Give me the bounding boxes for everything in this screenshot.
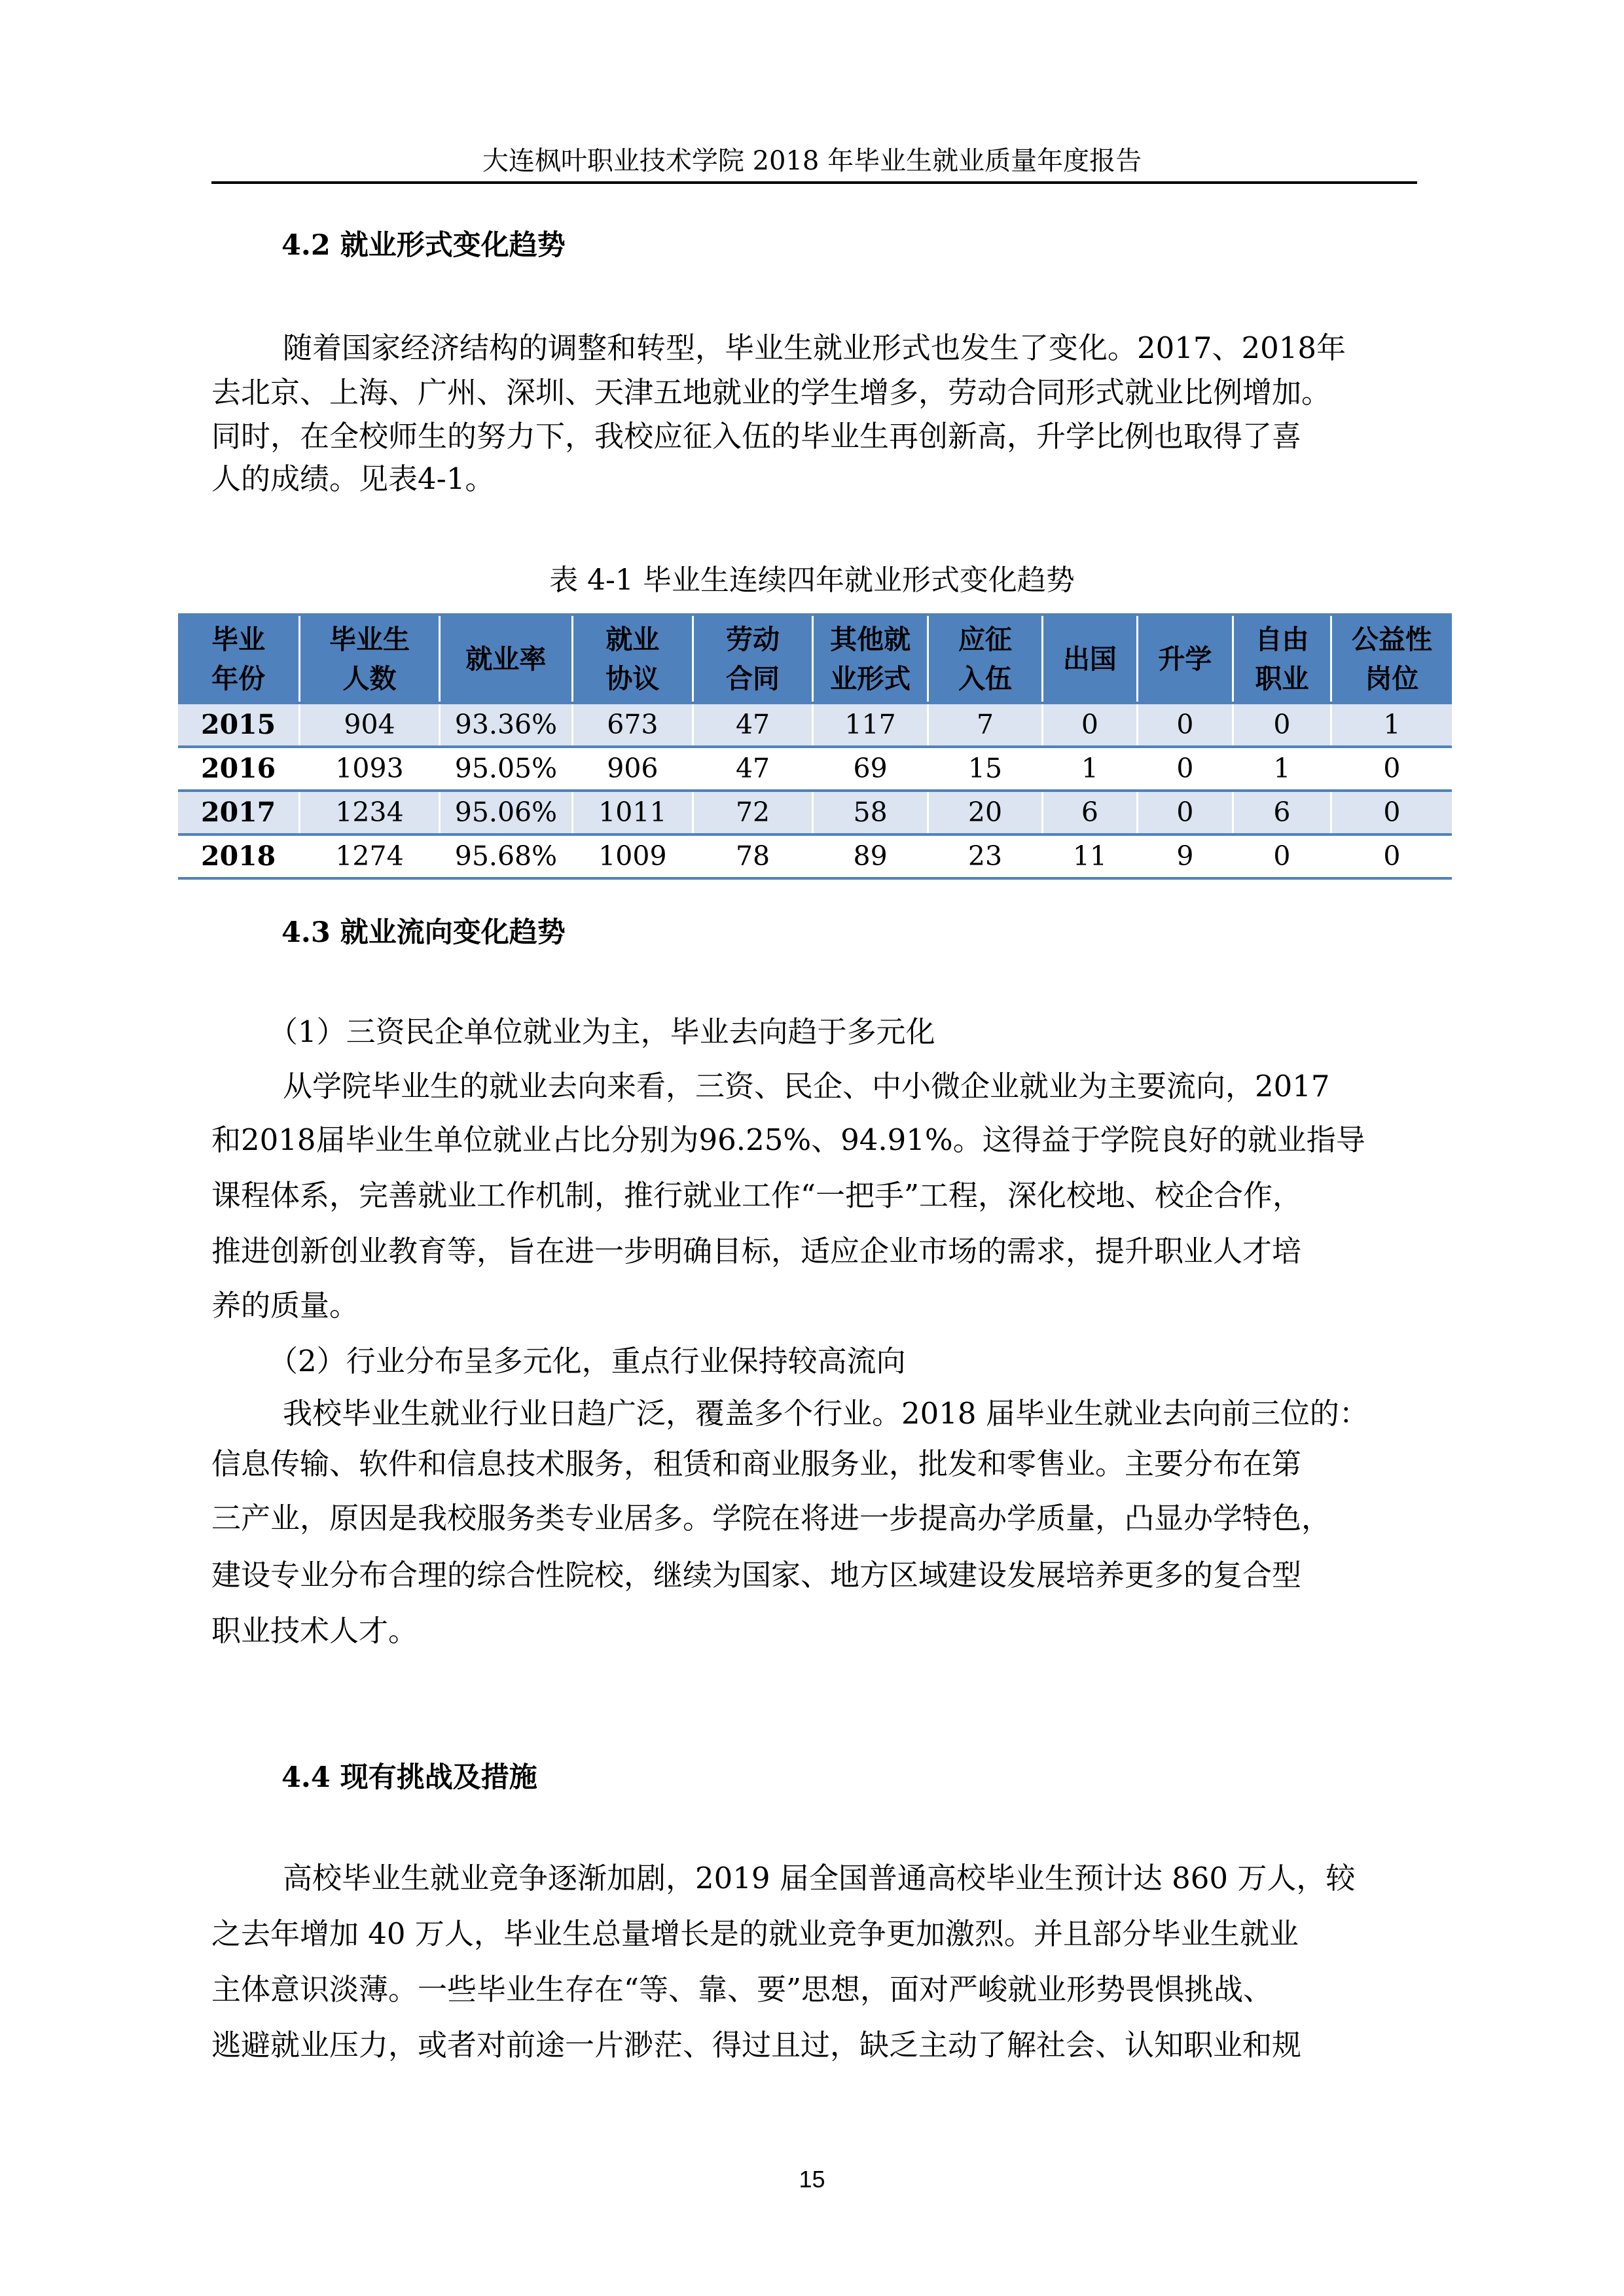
paragraph-line: 去北京、上海、广州、深圳、天津五地就业的学生增多，劳动合同形式就业比例增加。: [211, 375, 1331, 410]
column-header-line: 岗位: [1365, 662, 1419, 694]
table-cell: 93.36%: [439, 703, 572, 747]
table-cell: 95.05%: [439, 747, 572, 791]
column-header-line: 入伍: [958, 662, 1012, 694]
table-cell: 72: [693, 791, 813, 834]
table-cell: 904: [300, 703, 440, 747]
table-cell: 1234: [300, 791, 440, 834]
paragraph-line: 从学院毕业生的就业去向来看，三资、民企、中小微企业就业为主要流向，2017: [283, 1069, 1330, 1103]
paragraph-line: 课程体系，完善就业工作机制，推行就业工作“一把手”工程，深化校地、校企合作，: [211, 1178, 1303, 1213]
paragraph-line: 主体意识淡薄。一些毕业生存在“等、靠、要”思想，面对严峻就业形势畏惧挑战、: [211, 1972, 1273, 2007]
table-cell: 20: [928, 791, 1042, 834]
table-cell: 47: [693, 747, 813, 791]
table-cell: 47: [693, 703, 813, 747]
column-header-line: 升学: [1158, 643, 1212, 675]
column-header-line: 毕业: [211, 623, 266, 655]
table-cell: 673: [573, 703, 693, 747]
table-cell: 58: [813, 791, 928, 834]
section-4-4-heading: 4.4 现有挑战及措施: [281, 1761, 537, 1794]
year-cell: 2016: [178, 747, 300, 791]
year-cell: 2017: [178, 791, 300, 834]
paragraph-line: 随着国家经济结构的调整和转型，毕业生就业形式也发生了变化。2017、2018年: [283, 331, 1346, 365]
table-cell: 1: [1233, 747, 1331, 791]
paragraph-line: 同时，在全校师生的努力下，我校应征入伍的毕业生再创新高，升学比例也取得了喜: [211, 419, 1302, 454]
paragraph-line: 和2018届毕业生单位就业占比分别为96.25%、94.91%。这得益于学院良好的就业指导: [211, 1122, 1365, 1157]
column-header: [928, 615, 1042, 703]
table-cell: 0: [1137, 703, 1233, 747]
column-header-line: 合同: [726, 662, 780, 694]
column-header-line: 自由: [1255, 623, 1309, 655]
table-cell: 0: [1233, 703, 1331, 747]
column-header: [813, 615, 928, 703]
table-cell: 0: [1331, 834, 1452, 878]
year-cell: 2018: [178, 834, 300, 878]
column-header-line: 公益性: [1351, 623, 1432, 655]
column-header: [573, 615, 693, 703]
column-header-line: 应征: [958, 623, 1012, 655]
table-cell: 0: [1331, 791, 1452, 834]
column-header: [300, 615, 440, 703]
paragraph-line: 职业技术人才。: [211, 1613, 418, 1648]
table-cell: 15: [928, 747, 1042, 791]
column-header-line: 其他就: [830, 623, 911, 655]
table-cell: 89: [813, 834, 928, 878]
table-cell: 906: [573, 747, 693, 791]
paragraph-line: 人的成绩。见表4-1。: [211, 461, 495, 496]
table-cell: 0: [1137, 747, 1233, 791]
table-cell: 0: [1331, 747, 1452, 791]
table-cell: 1011: [573, 791, 693, 834]
table-cell: 1009: [573, 834, 693, 878]
table-cell: 11: [1043, 834, 1137, 878]
table-row: [178, 834, 1452, 878]
table-cell: 69: [813, 747, 928, 791]
column-header-line: 业形式: [830, 662, 911, 694]
column-header: [1137, 615, 1233, 703]
paragraph-line: 三产业，原因是我校服务类专业居多。学院在将进一步提高办学质量，凸显办学特色，: [211, 1501, 1331, 1535]
paragraph-line: 逃避就业压力，或者对前途一片渺茫、得过且过，缺乏主动了解社会、认知职业和规: [211, 2028, 1302, 2062]
column-header-line: 年份: [211, 662, 266, 694]
column-header-line: 就业: [605, 623, 660, 655]
paragraph-line: 建设专业分布合理的综合性院校，继续为国家、地方区域建设发展培养更多的复合型: [211, 1558, 1302, 1592]
table-caption: 表 4-1 毕业生连续四年就业形式变化趋势: [549, 564, 1075, 597]
section-4-3-heading: 4.3 就业流向变化趋势: [281, 916, 566, 949]
column-header-line: 人数: [342, 662, 397, 694]
table-cell: 7: [928, 703, 1042, 747]
table-cell: 0: [1233, 834, 1331, 878]
table-cell: 6: [1233, 791, 1331, 834]
table-cell: 6: [1043, 791, 1137, 834]
paragraph-line: 之去年增加 40 万人，毕业生总量增长是的就业竞争更加激烈。并且部分毕业生就业: [211, 1916, 1299, 1951]
table-cell: 1: [1331, 703, 1452, 747]
paragraph-line: 信息传输、软件和信息技术服务，租赁和商业服务业，批发和零售业。主要分布在第: [211, 1446, 1302, 1481]
column-header-line: 就业率: [465, 643, 547, 675]
table-row: [178, 747, 1452, 791]
column-header: [1233, 615, 1331, 703]
column-header-line: 协议: [605, 662, 660, 694]
column-header-line: 劳动: [726, 623, 780, 655]
paragraph-line: 推进创新创业教育等，旨在进一步明确目标，适应企业市场的需求，提升职业人才培: [211, 1234, 1302, 1268]
table-row: [178, 791, 1452, 834]
table-row: [178, 703, 1452, 747]
header-rule: [211, 181, 1417, 184]
table-cell: 117: [813, 703, 928, 747]
table-cell: 78: [693, 834, 813, 878]
table-cell: 0: [1043, 703, 1137, 747]
paragraph-line: 我校毕业生就业行业日趋广泛，覆盖多个行业。2018 届毕业生就业去向前三位的：: [283, 1396, 1369, 1431]
table-header-row: [178, 615, 1452, 703]
table-cell: 9: [1137, 834, 1233, 878]
table-cell: 1274: [300, 834, 440, 878]
table-cell: 95.68%: [439, 834, 572, 878]
column-header: [1331, 615, 1452, 703]
year-cell: 2015: [178, 703, 300, 747]
column-header: [178, 615, 300, 703]
table-cell: 95.06%: [439, 791, 572, 834]
paragraph-line: 养的质量。: [211, 1288, 359, 1323]
column-header-line: 出国: [1062, 643, 1117, 675]
table-cell: 1093: [300, 747, 440, 791]
table-cell: 23: [928, 834, 1042, 878]
table-cell: 0: [1137, 791, 1233, 834]
employment-form-table: [178, 613, 1452, 880]
column-header: [1043, 615, 1137, 703]
column-header: [693, 615, 813, 703]
column-header-line: 职业: [1255, 662, 1309, 694]
section-4-2-heading: 4.2 就业形式变化趋势: [281, 229, 566, 262]
table-cell: 1: [1043, 747, 1137, 791]
paragraph-line: 高校毕业生就业竞争逐渐加剧，2019 届全国普通高校毕业生预计达 860 万人，较: [283, 1861, 1356, 1895]
subheading-1: （1）三资民企单位就业为主，毕业去向趋于多元化: [268, 1014, 935, 1049]
running-header: 大连枫叶职业技术学院 2018 年毕业生就业质量年度报告: [482, 146, 1142, 176]
column-header: [439, 615, 572, 703]
page-number: 15: [799, 2166, 825, 2193]
column-header-line: 毕业生: [329, 623, 410, 655]
subheading-2: （2）行业分布呈多元化，重点行业保持较高流向: [268, 1344, 906, 1378]
